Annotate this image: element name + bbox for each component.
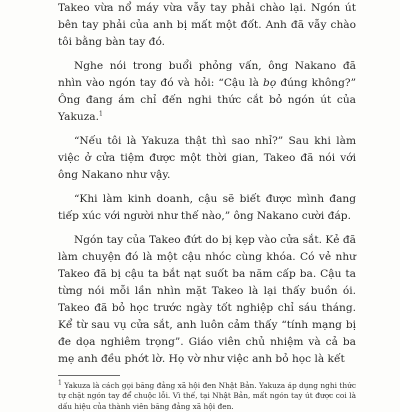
paragraph-1: [58, 0, 356, 51]
paragraph-3: [58, 133, 356, 184]
paragraph-text: Ngón tay của Takeo đứt do bị kẹp vào cửa sắt. Kẻ đã làm chuyện đó là một cậu nhóc cùng khóa. Có vẻ như Takeo đã bị cậu ta bắt nạt suốt ba năm cấp ba. Cậu ta từng nói mỗi lần nhìn mặt Takeo là lại thấy buồn ói. Takeo đã bỏ học trước ngày tốt nghiệp chỉ sáu tháng. Kể từ sau vụ cửa sắt, anh luôn cảm thấy “tính mạng bị đe dọa nghiêm trọng”. Giáo viên chủ nhiệm và cả ba mẹ anh đều phớt lờ. Họ vờ như việc anh bỏ học là kết: [58, 234, 356, 365]
paragraph-2: [58, 58, 356, 126]
footnote-text: Yakuza là cách gọi băng đảng xã hội đen Nhật Bản. Yakuza áp dụng nghi thức tự chặt ngón tay để chuộc lỗi. Vì thế, tại Nhật Bản, mất ngón tay út được coi là dấu hiệu của thành viên băng đảng xã hội đen.: [58, 381, 356, 411]
paragraph-text-pre: Nghe nói trong buổi phỏng vấn, ông Nakano đã nhìn vào ngón tay đó và hỏi: “Cậu là: [58, 60, 356, 89]
paragraph-text: “Nếu tôi là Yakuza thật thì sao nhỉ?” Sau khi làm việc ở cửa tiệm được một thời gian, Takeo đã nói với ông Nakano như vậy.: [58, 135, 356, 181]
paragraph-4: [58, 191, 356, 225]
italic-word: bọ: [263, 77, 277, 89]
paragraph-text: Takeo vừa nổ máy vừa vẫy tay phải chào lại. Ngón út bên tay phải của anh bị mất một đốt. Anh đã vẫy chào tôi bằng bàn tay đó.: [58, 2, 356, 48]
paragraph-5: [58, 232, 356, 368]
footnote: [58, 381, 356, 412]
footnote-divider: [58, 375, 120, 376]
footnote-ref: 1: [99, 110, 103, 118]
paragraph-text-post: đúng không?” Ông đang ám chỉ đến nghi thức cắt bỏ ngón út của Yakuza.: [58, 77, 356, 123]
footnote-marker: 1: [58, 379, 62, 387]
body-text: [58, 0, 356, 368]
paragraph-text: “Khi làm kinh doanh, cậu sẽ biết được mình đang tiếp xúc với người như thế nào,” ông Nakano cười đáp.: [58, 193, 356, 222]
